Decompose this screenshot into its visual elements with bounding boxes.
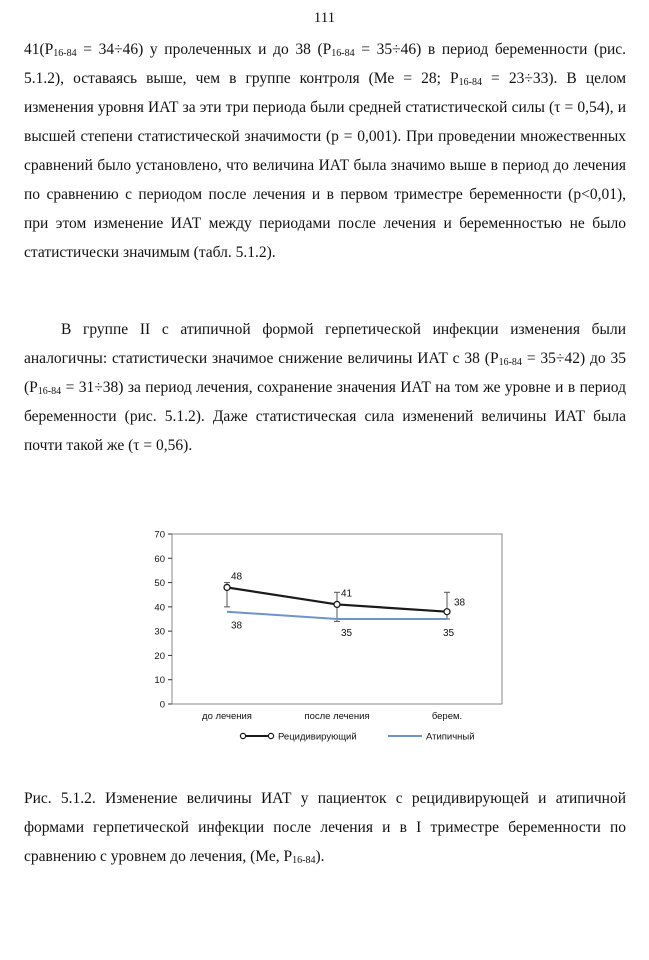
legend-marker bbox=[240, 733, 245, 738]
figure-chart bbox=[136, 528, 512, 748]
legend-label: Рецидивирующий bbox=[278, 731, 357, 743]
y-tick-label: 70 bbox=[154, 529, 165, 541]
paragraph-2: В группе II с атипичной формой герпетической инфекции изменения были аналогичны: статистически значимое снижение величины ИАТ с 38 $(P_{16-84} = 35\div 42)$ до 35 $(P_{16-84} = 31\div 38)$ за период лечения, сохранение значения ИАТ на том же уровне и в период беременности (рис. 5.1.2). Даже статистическая сила изменений величины ИАТ была почти такой же (τ = 0,56). bbox=[24, 321, 626, 454]
data-label: 35 bbox=[341, 628, 353, 639]
y-tick-label: 50 bbox=[154, 578, 165, 590]
data-label: 41 bbox=[341, 588, 353, 600]
y-tick-label: 10 bbox=[154, 675, 165, 687]
y-tick-label: 40 bbox=[154, 602, 165, 614]
y-tick-label: 60 bbox=[154, 553, 165, 565]
line-chart bbox=[136, 528, 512, 748]
data-point bbox=[224, 584, 230, 590]
data-label: 35 bbox=[443, 628, 455, 639]
x-tick-label: берем. bbox=[431, 711, 463, 722]
page-number: 111 bbox=[313, 10, 336, 26]
y-tick-label: 20 bbox=[154, 650, 165, 662]
data-label: 48 bbox=[231, 571, 243, 583]
data-point bbox=[334, 601, 340, 607]
y-tick-label: 0 bbox=[159, 699, 165, 711]
legend-marker bbox=[268, 733, 273, 738]
figure-caption: Рис. 5.1.2. Изменение величины ИАТ у пациенток с рецидивирующей и атипичной формами герпетической инфекции после лечения и в I триместре беременности по сравнению с уровнем до лечения, (Ме, $P_{16-84}$). bbox=[24, 790, 626, 866]
data-label: 38 bbox=[454, 597, 466, 609]
paragraph-1: $41(P_{16-84} = 34\div 46)$ у пролеченных и до 38 $(P_{16-84} = 35\div 46)$ в период беременности (рис. 5.1.2), оставаясь выше, чем в группе контроля (Ме = 28; $P_{16-84} = 23\div 33$). В целом изменения уровня ИАТ за эти три периода были средней статистической силы (τ = 0,54), и высшей степени статистической значимости (p = 0,001). При проведении множественных сравнений было установлено, что величина ИАТ была значимо выше в период до лечения по сравнению с периодом после лечения и в первом триместре беременности (p<0,01), при этом изменение ИАТ между периодами после лечения и беременностью не было статистически значимым (табл. 5.1.2). bbox=[24, 41, 627, 261]
x-tick-label: после лечения bbox=[304, 711, 370, 722]
x-tick-label: до лечения bbox=[202, 711, 252, 722]
data-label: 38 bbox=[231, 620, 243, 632]
legend-label: Атипичный bbox=[426, 731, 475, 743]
y-tick-label: 30 bbox=[154, 626, 165, 638]
data-point bbox=[444, 609, 450, 615]
